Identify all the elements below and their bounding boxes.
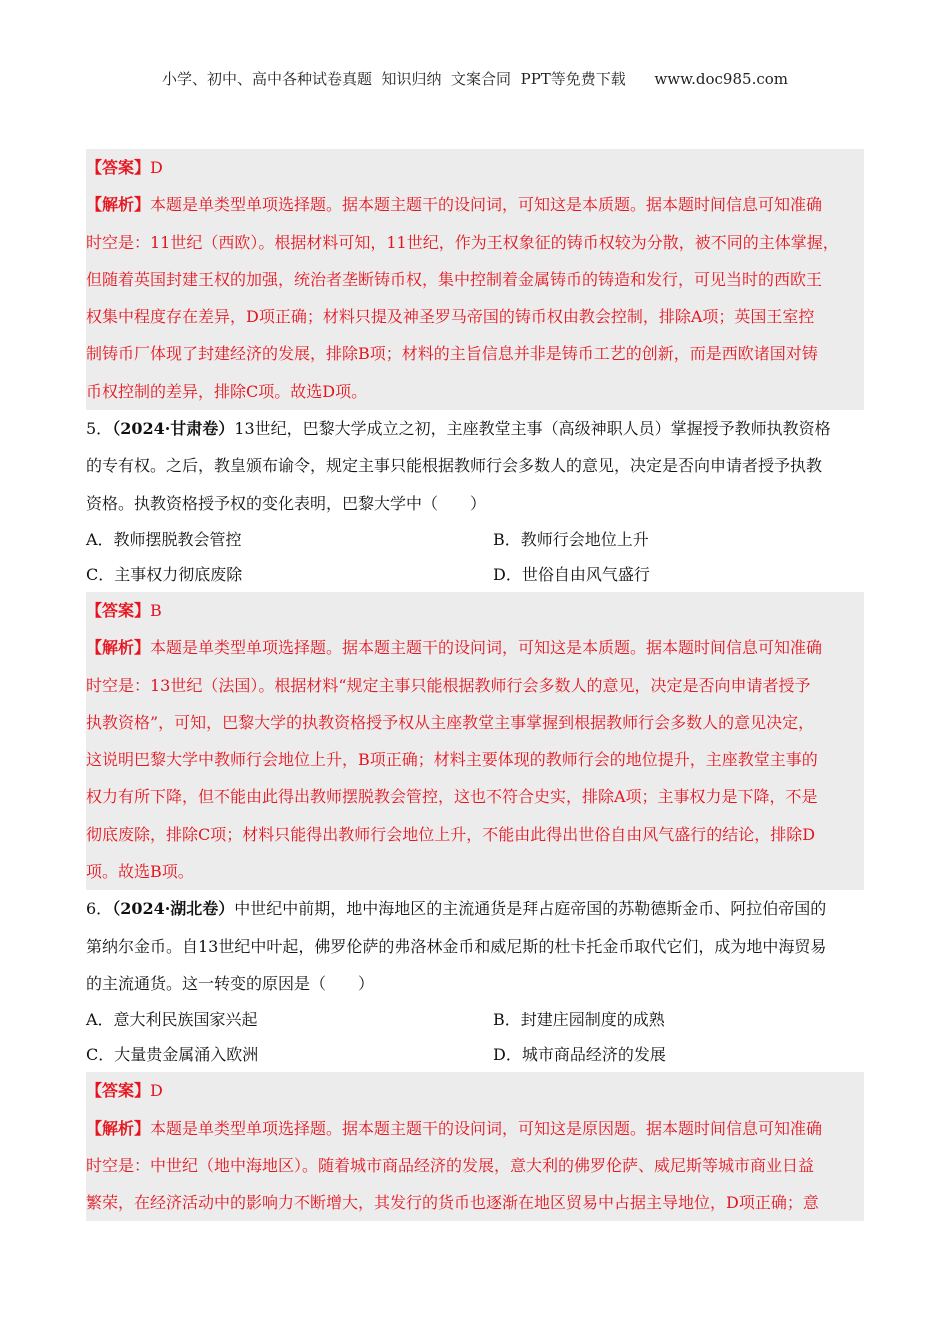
question-stem: 中世纪中前期，地中海地区的主流通货是拜占庭帝国的苏勒德斯金币、阿拉伯帝国的: [234, 899, 827, 919]
analysis-line: 权力有所下降，但不能由此得出教师摆脱教会管控，这也不符合史实，排除A项；主事权力是下降，不是: [86, 787, 818, 807]
analysis-line: 这说明巴黎大学中教师行会地位上升，B项正确；材料主要体现的教师行会的地位提升，主座教堂主事的: [86, 750, 818, 770]
analysis-tag: 【解析】: [86, 638, 151, 658]
question-stem-line: [86, 410, 864, 447]
answer-block-q5: [86, 592, 864, 890]
analysis-line: 执教资格”，可知，巴黎大学的执教资格授予权从主座教堂主事掌握到根据教师行会多数人的意见决定，: [86, 712, 815, 732]
analysis-text: 本题是单类型单项选择题。据本题主题干的设问词，可知这是本质题。据本题时间信息可知准确: [150, 195, 823, 215]
question-5: [86, 410, 864, 522]
analysis-text: 本题是单类型单项选择题。据本题主题干的设问词，可知这是原因题。据本题时间信息可知准确: [150, 1118, 823, 1138]
question-stem-line: 第纳尔金币。自13世纪中叶起，佛罗伦萨的弗洛林金币和威尼斯的杜卡托金币取代它们，成为地中海贸易: [86, 936, 827, 956]
answer-line: [86, 592, 864, 629]
option-d: D．世俗自由风气盛行: [493, 564, 650, 584]
option-a: A．意大利民族国家兴起: [86, 1010, 258, 1030]
answer-tag: 【答案】: [86, 1081, 151, 1101]
question-stem-line: 的专有权。之后，教皇颁布谕令，规定主事只能根据教师行会多数人的意见，决定是否向申请者授予执教: [86, 456, 823, 476]
answer-tag: 【答案】: [86, 158, 151, 177]
answer-value: D: [150, 1081, 163, 1101]
analysis-line: 制铸币厂体现了封建经济的发展，排除B项；材料的主旨信息并非是铸币工艺的创新，而是西欧诸国对铸: [86, 344, 818, 364]
question-source: （2024·湖北卷）: [112, 899, 235, 919]
analysis-line: 时空是：11世纪（西欧）。根据材料可知，11世纪，作为王权象征的铸币权较为分散，被不同的主体掌握，: [86, 232, 839, 252]
page-header: 小学、初中、高中各种试卷真题 知识归纳 文案合同 PPT等免费下载 www.doc985.com: [161, 70, 788, 88]
page-content: [86, 149, 864, 1221]
analysis-tag: 【解析】: [86, 195, 151, 215]
analysis-line: 但随着英国封建王权的加强，统治者垄断铸币权，集中控制着金属铸币的铸造和发行，可见当时的西欧王: [86, 269, 823, 289]
question-stem-line: [86, 890, 864, 927]
option-d: D．城市商品经济的发展: [493, 1045, 666, 1065]
analysis-line: 繁荣，在经济活动中的影响力不断增大，其发行的货币也逐渐在地区贸易中占据主导地位，D项正确；意: [86, 1193, 819, 1213]
question-stem-line: 的主流通货。这一转变的原因是（ ）: [86, 973, 375, 993]
analysis-text: 本题是单类型单项选择题。据本题主题干的设问词，可知这是本质题。据本题时间信息可知准确: [150, 638, 823, 658]
option-a: A．教师摆脱教会管控: [86, 529, 242, 549]
answer-block-q6: [86, 1072, 864, 1221]
question-stem-line: 资格。执教资格授予权的变化表明，巴黎大学中（ ）: [86, 493, 487, 513]
analysis-line: 时空是：13世纪（法国）。根据材料“规定主事只能根据教师行会多数人的意见，决定是否向申请者授予: [86, 675, 811, 695]
analysis-line: 项。故选B项。: [86, 862, 194, 882]
analysis-line: 彻底废除，排除C项；材料只能得出教师行会地位上升，不能由此得出世俗自由风气盛行的结论，排除D: [86, 824, 816, 844]
option-c: C．主事权力彻底废除: [86, 564, 243, 584]
analysis-line: 币权控制的差异，排除C项。故选D项。: [86, 381, 368, 401]
analysis-line: [86, 1110, 864, 1147]
analysis-line: [86, 186, 864, 223]
answer-value: B: [150, 600, 162, 620]
option-b: B．封建庄园制度的成熟: [493, 1010, 665, 1030]
analysis-line: 时空是：中世纪（地中海地区）。随着城市商品经济的发展，意大利的佛罗伦萨、威尼斯等城市商业日益: [86, 1155, 815, 1175]
option-c: C．大量贵金属涌入欧洲: [86, 1045, 259, 1065]
question-6: [86, 890, 864, 1002]
question-stem: 13世纪，巴黎大学成立之初，主座教堂主事（高级神职人员）掌握授予教师执教资格: [234, 419, 831, 439]
answer-line: [86, 1072, 864, 1109]
answer-block-q4: [86, 149, 864, 410]
answer-value: D: [150, 158, 163, 177]
question-source: （2024·甘肃卷）: [112, 419, 235, 439]
question-number: 6．: [86, 899, 113, 919]
options-q5: [86, 522, 864, 592]
answer-tag: 【答案】: [86, 600, 151, 620]
options-q6: [86, 1002, 864, 1072]
analysis-tag: 【解析】: [86, 1118, 151, 1138]
analysis-line: 权集中程度存在差异，D项正确；材料只提及神圣罗马帝国的铸币权由教会控制，排除A项；英国王室控: [86, 307, 815, 327]
answer-line: [86, 149, 864, 186]
question-number: 5．: [86, 419, 113, 439]
analysis-line: [86, 629, 864, 666]
option-b: B．教师行会地位上升: [493, 529, 649, 549]
